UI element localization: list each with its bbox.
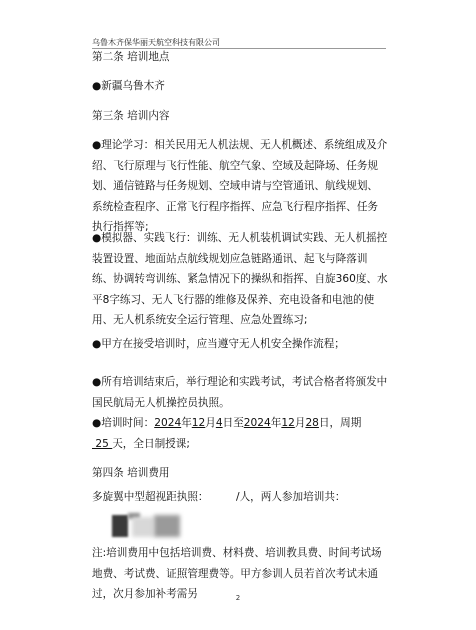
- year-char: 年: [181, 417, 192, 429]
- end-day: 28: [305, 417, 319, 429]
- month-char: 月: [205, 417, 216, 429]
- start-month: 12: [191, 417, 206, 429]
- exam-info: ●所有培训结束后，举行理论和实践考试，考试合格者将颁发中国民航局无人机操控员执照。: [92, 376, 388, 409]
- training-location: ●新疆乌鲁木齐: [92, 80, 165, 92]
- schedule-text: 天，全日制授课;: [112, 437, 190, 450]
- period-text: 日，周期: [318, 417, 362, 429]
- theory-content: ●理论学习：相关民用无人机法规、无人机概述、系统组成及介绍、飞行原理与飞行性能、航空气象、空域及起降场、任务规划、通信链路与任务规划、空域申请与空管通讯、航线规划、系统检查程序、正常飞行程序指挥、应急飞行程序指挥、任务执行指挥等;: [92, 139, 388, 233]
- section-2-title: 第二条 培训地点: [92, 51, 170, 63]
- start-day: 4: [215, 417, 223, 429]
- section-4-title: 第四条 培训费用: [92, 467, 170, 479]
- fee-line-left: 多旋翼中型超视距执照：: [92, 491, 209, 503]
- page-number: 2: [235, 594, 241, 602]
- fee-line-right: /人，两人参加培训共：: [236, 491, 346, 503]
- month-char: 月: [294, 417, 306, 429]
- end-month: 12: [281, 417, 295, 429]
- period-days: 25: [92, 437, 113, 450]
- training-time-label: ●培训时间：: [92, 417, 155, 429]
- company-header: 乌鲁木齐保华丽天航空科技有限公司: [92, 38, 220, 47]
- training-time: [92, 413, 388, 454]
- day-to-text: 日至: [222, 417, 244, 429]
- redacted-amount: [112, 513, 184, 539]
- practice-content: ●模拟器、实践飞行：训练、无人机装机调试实践、无人机摇控装置设置、地面站点航线规划应急链路通讯、起飞与降落训练、协调转弯训练、紧急情况下的操纵和指挥、自旋360度、水平8字练习、无人飞行器的维修及保养、充电设备和电池的使用、无人机系统安全运行管理、应急处置练习;: [92, 232, 388, 326]
- year-char: 年: [270, 417, 282, 429]
- section-3-title: 第三条 培训内容: [92, 110, 170, 122]
- fee-note: 注:培训费用中包括培训费、材料费、培训教具费、时间考试场地费、考试费、证照管理费等。甲方参训人员若首次考试未通过，次月参加补考需另: [92, 547, 382, 600]
- start-year: 2024: [154, 417, 182, 429]
- safety-rule: ●甲方在接受培训时，应当遵守无人机安全操作流程；: [92, 338, 345, 350]
- end-year: 2024: [243, 417, 271, 429]
